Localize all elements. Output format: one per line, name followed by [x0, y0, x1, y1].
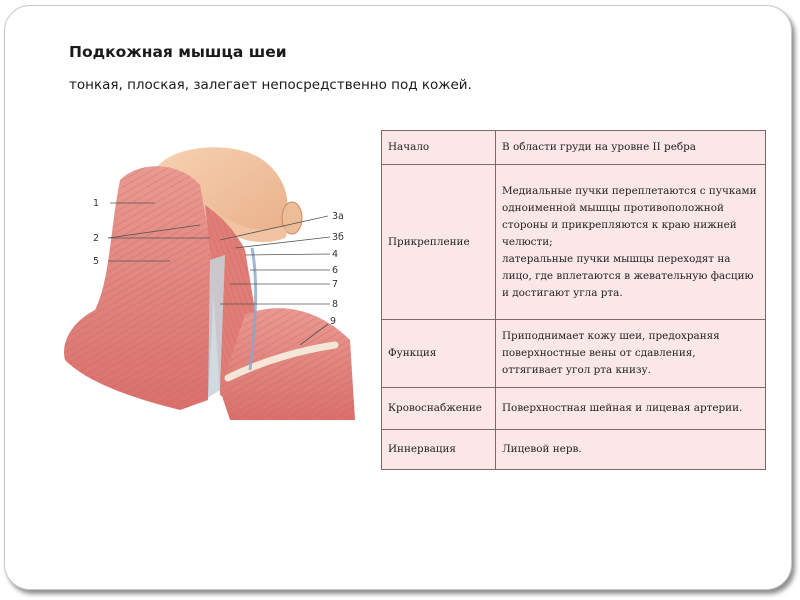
label-9: 9 — [330, 316, 337, 327]
row-value: В области груди на уровне II ребра — [496, 131, 766, 165]
row-key: Прикрепление — [382, 165, 496, 320]
label-4: 4 — [332, 249, 339, 260]
label-8: 8 — [332, 299, 339, 310]
label-5: 5 — [93, 256, 100, 267]
table-row — [382, 320, 766, 388]
label-1: 1 — [93, 198, 100, 209]
table-row — [382, 165, 766, 320]
row-value: Медиальные пучки переплетаются с пучками одноименной мышцы противоположной стороны и прикрепляются к краю нижней челюсти; латеральные пучки мышцы переходят на лицо, где вплетаются в жевательную фасцию и достигают угла рта. — [496, 165, 766, 320]
row-value: Поверхностная шейная и лицевая артерии. — [496, 388, 766, 430]
slide-subtitle: тонкая, плоская, залегает непосредственно под кожей. — [69, 77, 472, 93]
table-row — [382, 430, 766, 470]
row-value: Лицевой нерв. — [496, 430, 766, 470]
muscle-info-table — [381, 130, 766, 470]
row-key: Функция — [382, 320, 496, 388]
row-value: Приподнимает кожу шеи, предохраняя поверхностные вены от сдавления, оттягивает угол рта книзу. — [496, 320, 766, 388]
table-row — [382, 388, 766, 430]
slide-title: Подкожная мышца шеи — [69, 43, 287, 61]
table-row — [382, 131, 766, 165]
row-key: Начало — [382, 131, 496, 165]
label-7: 7 — [332, 279, 339, 290]
label-2: 2 — [93, 233, 100, 244]
label-3a: 3а — [332, 211, 344, 222]
label-6: 6 — [332, 265, 339, 276]
row-key: Иннервация — [382, 430, 496, 470]
neck-muscles-illustration — [60, 140, 360, 440]
row-key: Кровоснабжение — [382, 388, 496, 430]
label-3b: 3б — [332, 232, 344, 243]
